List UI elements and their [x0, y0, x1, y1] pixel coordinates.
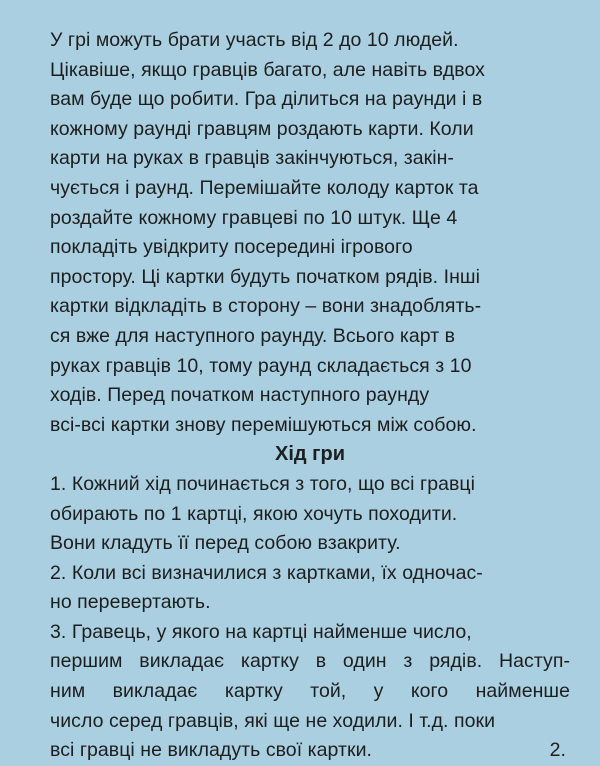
rule-line: ним викладає картку той, у кого найменше — [50, 680, 570, 703]
rule-line: 2. Коли всі визначилися з картками, їх одночас- — [50, 561, 483, 584]
rule-line: всі гравці не викладуть свої картки. — [50, 739, 372, 762]
rule-line: число серед гравців, які ще не ходили. І т.д. поки — [50, 709, 496, 732]
text-line: карти на руках в гравців закінчуються, закін- — [50, 147, 454, 170]
text-line: всі-всі картки знову перемішуються між собою. — [50, 413, 477, 436]
text-line: вам буде що робити. Гра ділиться на раунди і в — [50, 88, 483, 111]
rule-line: 1. Кожний хід починається з того, що всі гравці — [50, 472, 475, 495]
text-line: Цікавіше, якщо гравців багато, але навіть вдвох — [50, 58, 485, 81]
rule-line: Вони кладуть її перед собою взакриту. — [50, 532, 401, 555]
rules-list — [50, 470, 570, 766]
section-heading: Хід гри — [275, 443, 345, 466]
page-body — [50, 26, 570, 766]
text-line: ся вже для наступного раунду. Всього карт в — [50, 324, 456, 347]
text-line: У грі можуть брати участь від 2 до 10 людей. — [50, 29, 459, 51]
rule-line: 3. Гравець, у якого на картці найменше число, — [50, 620, 472, 643]
page-number: 2. — [549, 739, 566, 762]
text-line: картки відкладіть в сторону – вони знадоблять- — [50, 295, 482, 318]
rule-line: обирають по 1 картці, якою хочуть походити. — [50, 502, 458, 525]
intro-paragraph — [50, 26, 570, 440]
text-line: кожному раунді гравцям роздають карти. Коли — [50, 117, 474, 140]
text-line: ходів. Перед початком наступного раунду — [50, 384, 430, 407]
rule-line: першим викладає картку в один з рядів. Наступ- — [50, 650, 570, 673]
rule-line: но перевертають. — [50, 591, 211, 614]
text-line: роздайте кожному гравцеві по 10 штук. Ще 4 — [50, 206, 458, 229]
text-line: покладіть увідкриту посередині ігрового — [50, 236, 413, 259]
last-row — [50, 736, 570, 766]
text-line: руках гравців 10, тому раунд складається з 10 — [50, 354, 472, 377]
text-line: чується і раунд. Перемішайте колоду карток та — [50, 176, 479, 199]
text-line: простору. Ці картки будуть початком рядів. Інші — [50, 265, 480, 288]
